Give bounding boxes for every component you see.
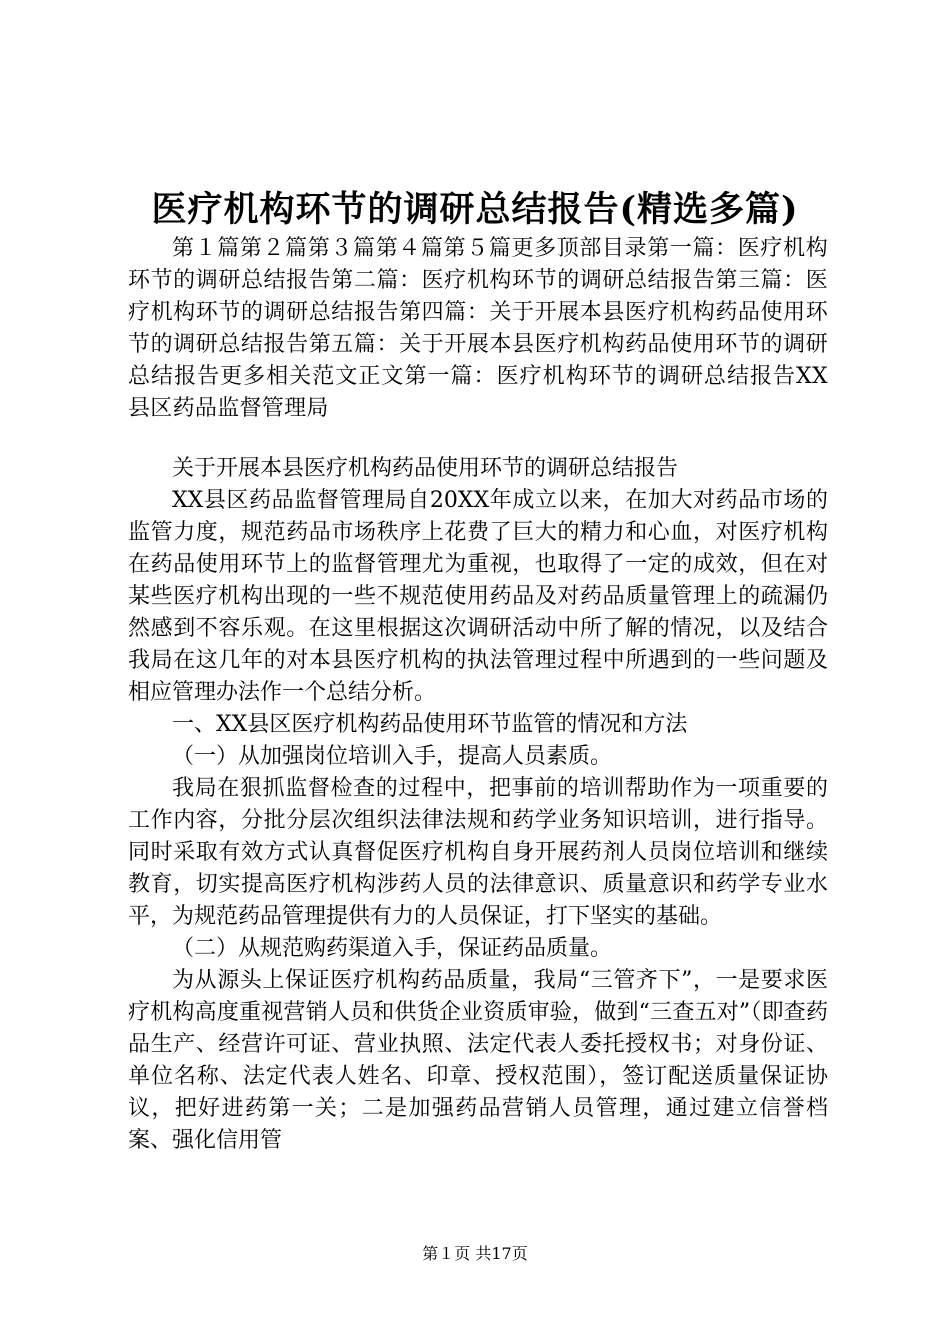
document-body <box>128 233 828 1157</box>
paragraph-spacer <box>128 425 828 453</box>
body-paragraph: 我局在狠抓监督检查的过程中，把事前的培训帮助作为一项重要的工作内容，分批分层次组织法律法规和药学业务知识培训，进行指导。同时采取有效方式认真督促医疗机构自身开展药剂人员岗位培训和继续教育，切实提高医疗机构涉药人员的法律意识、质量意识和药学专业水平，为规范药品管理提供有力的人员保证，打下坚实的基础。 <box>128 776 828 929</box>
subsection-heading: （二）从规范购药渠道入手，保证药品质量。 <box>172 936 613 961</box>
report-heading: 关于开展本县医疗机构药品使用环节的调研总结报告 <box>172 456 679 481</box>
body-paragraph: 为从源头上保证医疗机构药品质量，我局“三管齐下”，一是要求医疗机构高度重视营销人员和供货企业资质审验，做到“三查五对”（即查药品生产、经营许可证、营业执照、法定代表人委托授权书；对身份证、单位名称、法定代表人姓名、印章、授权范围），签订配送质量保证协议，把好进药第一关；二是加强药品营销人员管理，通过建立信誉档案、强化信用管 <box>128 968 828 1153</box>
table-of-contents-paragraph: 第１篇第２篇第３篇第４篇第５篇更多顶部目录第一篇：医疗机构环节的调研总结报告第二篇：医疗机构环节的调研总结报告第三篇：医疗机构环节的调研总结报告第四篇：关于开展本县医疗机构药品使用环节的调研总结报告第五篇：关于开展本县医疗机构药品使用环节的调研总结报告更多相关范文正文第一篇：医疗机构环节的调研总结报告XX县区药品监督管理局 <box>128 236 828 421</box>
page-number-footer: 第１页 共17页 <box>422 1244 528 1263</box>
section-heading: 一、XX县区医疗机构药品使用环节监管的情况和方法 <box>172 712 688 737</box>
document-title: 医疗机构环节的调研总结报告(精选多篇) <box>151 189 799 230</box>
subsection-heading: （一）从加强岗位培训入手，提高人员素质。 <box>172 744 613 769</box>
body-paragraph: XX县区药品监督管理局自20XX年成立以来，在加大对药品市场的监管力度，规范药品市场秩序上花费了巨大的精力和心血，对医疗机构在药品使用环节上的监督管理尤为重视，也取得了一定的成效，但在对某些医疗机构出现的一些不规范使用药品及对药品质量管理上的疏漏仍然感到不容乐观。在这里根据这次调研活动中所了解的情况，以及结合我局在这几年的对本县医疗机构的执法管理过程中所遇到的一些问题及相应管理办法作一个总结分析。 <box>128 488 828 705</box>
